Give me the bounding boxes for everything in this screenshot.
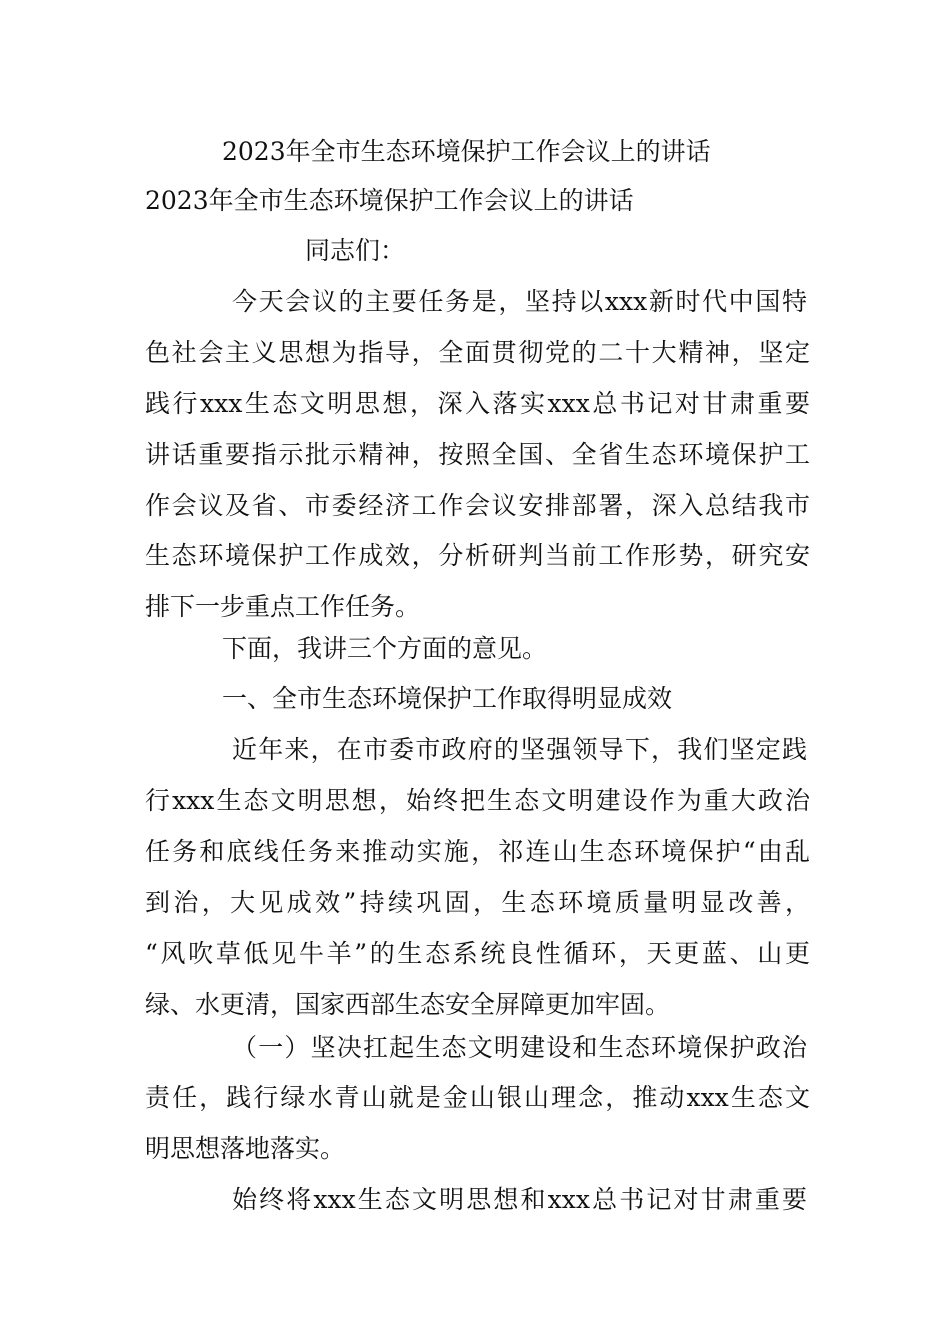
paragraph-line: “风吹草低见牛羊”的生态系统良性循环，天更蓝、山更 <box>145 939 810 968</box>
paragraph-line: 色社会主义思想为指导，全面贯彻党的二十大精神，坚定 <box>145 338 810 367</box>
subsection-heading: 明思想落地落实。 <box>145 1134 346 1163</box>
speech-title: 2023年全市生态环境保护工作会议上的讲话 <box>145 186 634 215</box>
paragraph-line: 生态环境保护工作成效，分析研判当前工作形势，研究安 <box>145 541 810 570</box>
paragraph-line: 下面，我讲三个方面的意见。 <box>222 634 548 663</box>
paragraph-line: 绿、水更清，国家西部生态安全屏障更加牢固。 <box>145 990 671 1019</box>
paragraph-line: 践行xxx生态文明思想，深入落实xxx总书记对甘肃重要 <box>145 389 810 418</box>
paragraph-line: 近年来，在市委市政府的坚强领导下，我们坚定践 <box>232 735 807 764</box>
subsection-heading: 责任，践行绿水青山就是金山银山理念，推动xxx生态文 <box>145 1083 810 1112</box>
paragraph-line: 作会议及省、市委经济工作会议安排部署，深入总结我市 <box>145 491 810 520</box>
paragraph-line: 讲话重要指示批示精神，按照全国、全省生态环境保护工 <box>145 440 810 469</box>
paragraph-line: 到治，大见成效”持续巩固，生态环境质量明显改善， <box>145 888 810 917</box>
paragraph-line: 排下一步重点工作任务。 <box>145 592 421 621</box>
greeting: 同志们： <box>305 236 406 265</box>
paragraph-line: 行xxx生态文明思想，始终把生态文明建设作为重大政治 <box>145 786 810 815</box>
paragraph-line: 任务和底线任务来推动实施，祁连山生态环境保护“由乱 <box>145 837 810 866</box>
paragraph-line: 始终将xxx生态文明思想和xxx总书记对甘肃重要 <box>232 1185 807 1214</box>
paragraph-line: 今天会议的主要任务是，坚持以xxx新时代中国特 <box>232 287 807 316</box>
section-heading: 一、全市生态环境保护工作取得明显成效 <box>222 684 673 713</box>
document-title: 2023年全市生态环境保护工作会议上的讲话 <box>222 137 711 166</box>
subsection-heading: （一）坚决扛起生态文明建设和生态环境保护政治 <box>232 1033 807 1062</box>
